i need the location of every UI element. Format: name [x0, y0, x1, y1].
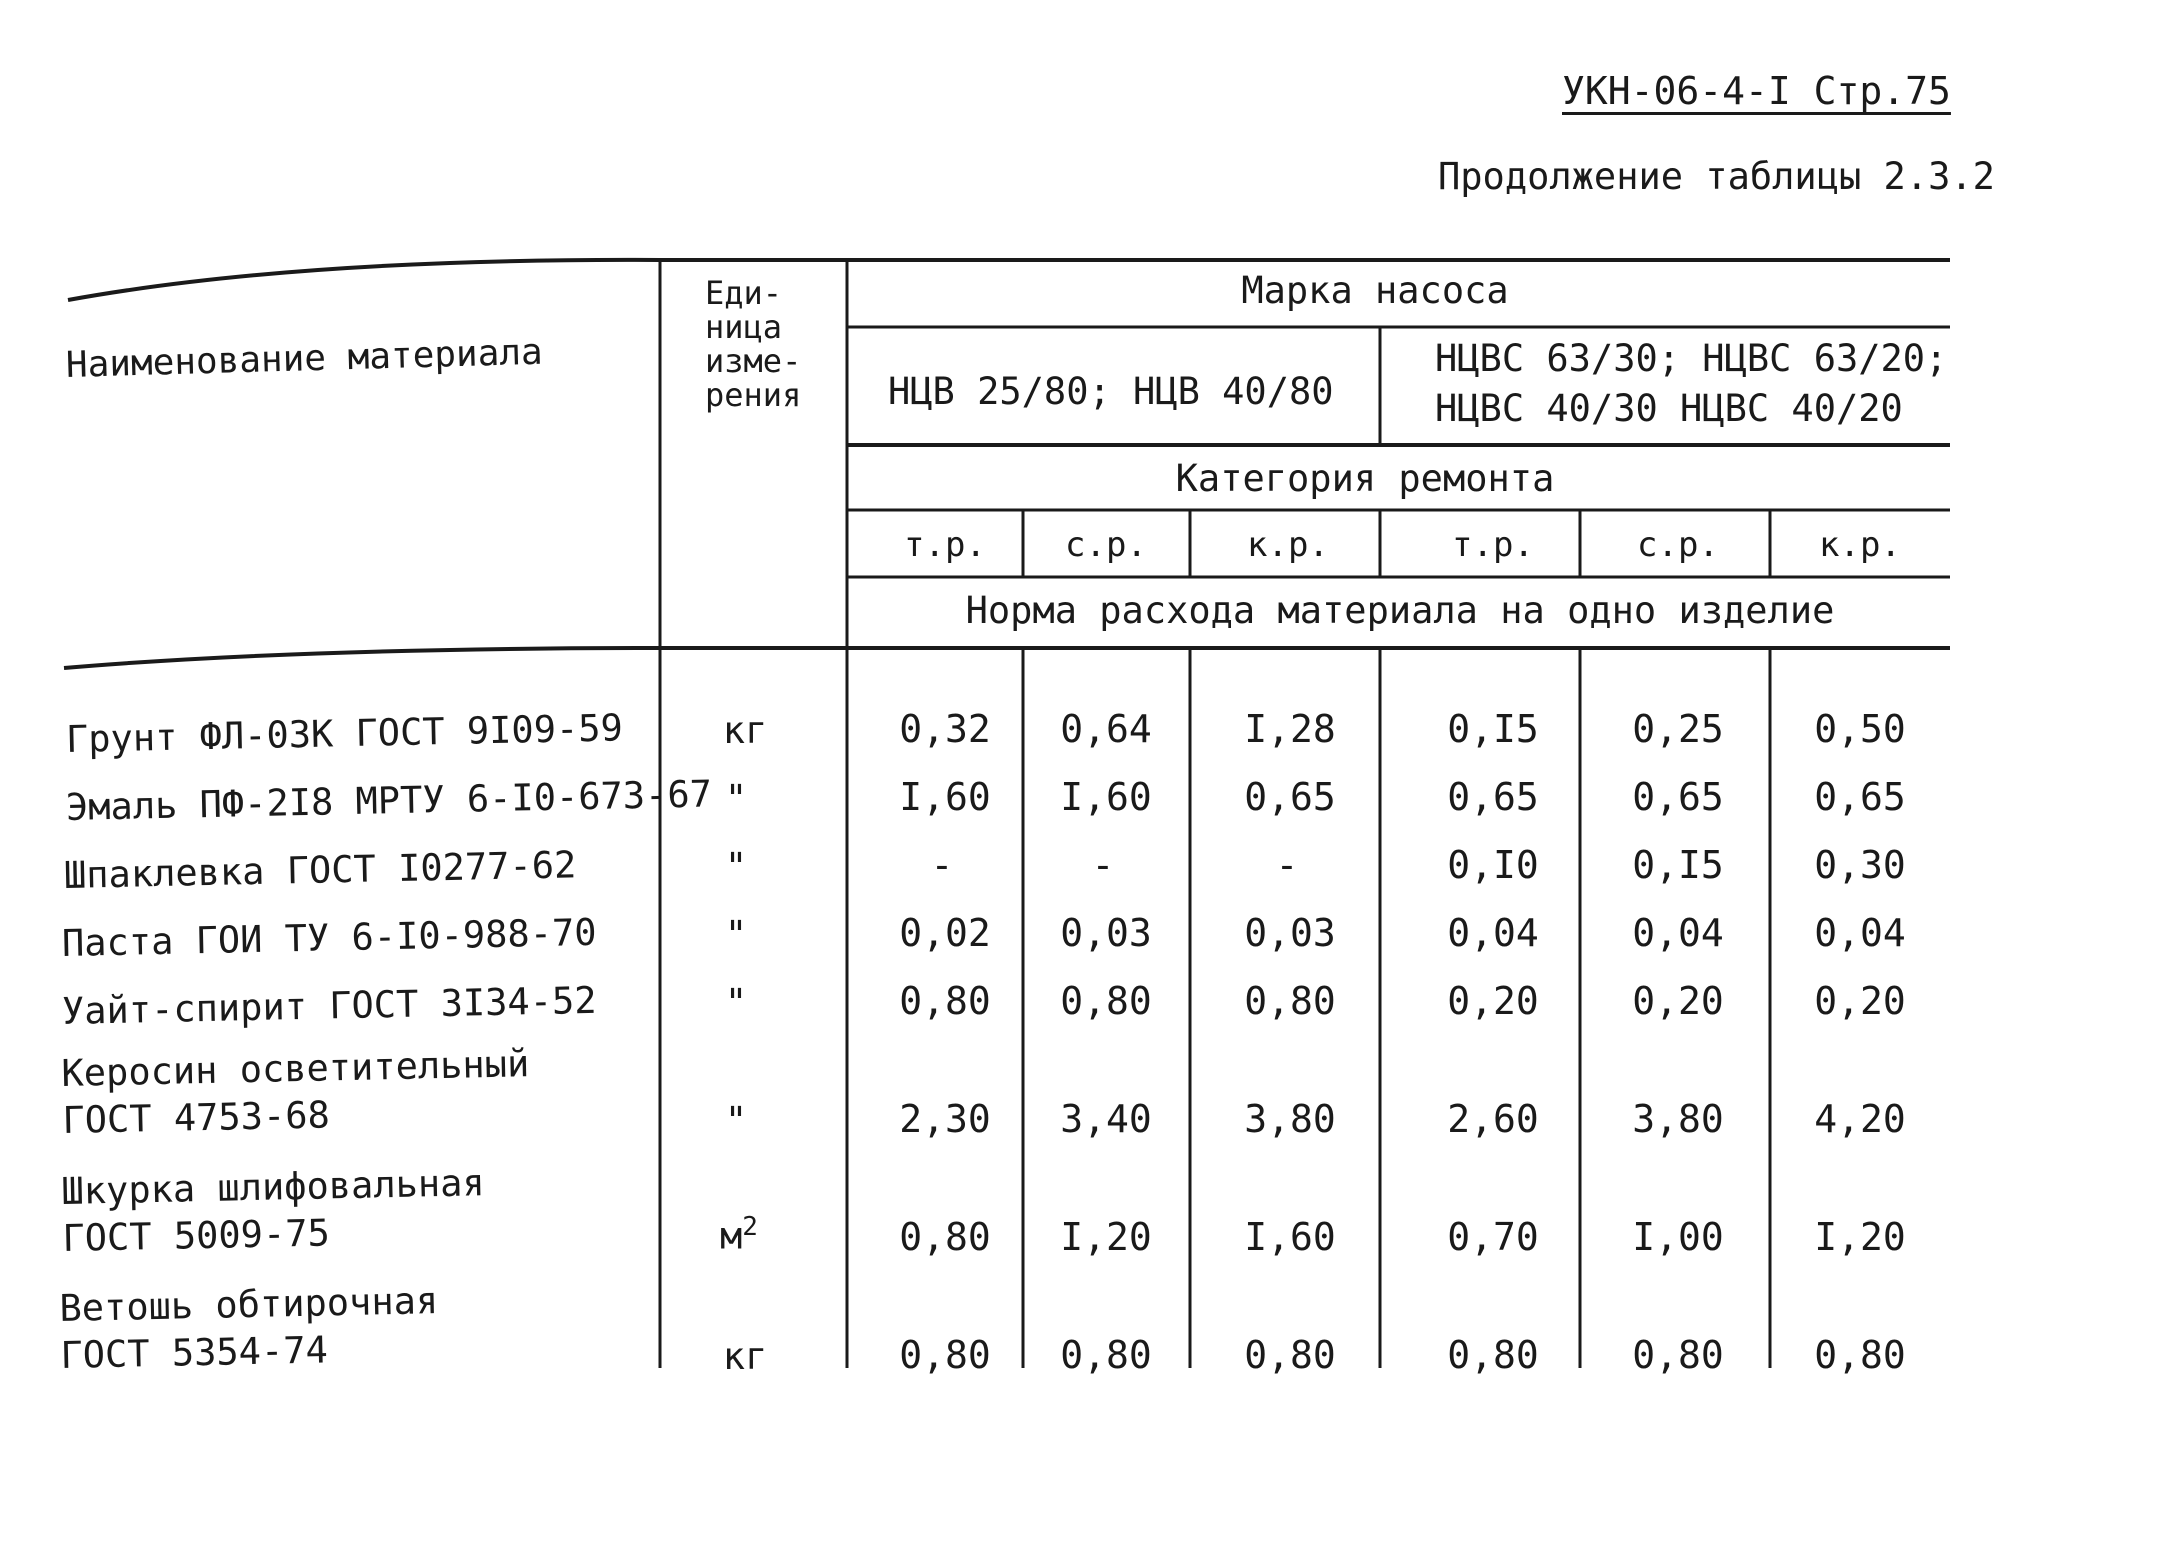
row-value: 0,65	[1632, 775, 1724, 819]
header-group-2-line2: НЦВС 40/30 НЦВС 40/20	[1435, 387, 1903, 430]
row-value: 3,40	[1060, 1097, 1152, 1141]
material-name: Уайт-спирит ГОСТ 3I34-52	[61, 978, 597, 1033]
row-value: 0,I5	[1632, 843, 1724, 887]
row-value: I,20	[1814, 1215, 1906, 1259]
material-name: Грунт ФЛ-03К ГОСТ 9I09-59	[65, 706, 624, 761]
row-value: -	[1275, 843, 1299, 887]
header-unit-line: ница	[705, 308, 783, 346]
row-value: 3,80	[1632, 1097, 1724, 1141]
row-value: I,60	[1244, 1215, 1336, 1259]
header-unit-line: рения	[705, 376, 802, 414]
row-value: -	[930, 843, 954, 887]
header-unit	[705, 276, 801, 412]
header-material-name: Наименование материала	[65, 331, 544, 386]
row-unit: "	[724, 1099, 748, 1142]
header-sub-kr: к.р.	[1819, 525, 1901, 565]
row-value: 2,30	[899, 1097, 991, 1141]
row-value: 0,02	[899, 911, 991, 955]
unit-superscript: 2	[742, 1212, 758, 1242]
header-unit-line: изме-	[705, 342, 802, 380]
row-value: 0,32	[899, 707, 991, 751]
row-value: 0,04	[1447, 911, 1539, 955]
header-norm: Норма расхода материала на одно изделие	[965, 589, 1835, 632]
row-unit: "	[724, 845, 748, 888]
row-value: 0,I5	[1447, 707, 1539, 751]
row-value: 0,80	[1244, 1333, 1336, 1377]
header-sub-tr: т.р.	[904, 525, 986, 565]
row-value: I,28	[1244, 707, 1336, 751]
row-unit: "	[724, 913, 748, 956]
row-unit: кг	[722, 1335, 768, 1378]
document-code: УКН-06-4-I Стр.75	[1562, 69, 1951, 113]
material-name: Паста ГОИ ТУ 6-I0-988-70	[61, 910, 597, 965]
material-name: Шпаклевка ГОСТ I0277-62	[63, 843, 577, 897]
material-name: Шкурка шлифовальная	[61, 1161, 486, 1214]
row-value: 0,20	[1814, 979, 1906, 1023]
row-value: 0,80	[1632, 1333, 1724, 1377]
unit-base: м	[720, 1214, 743, 1258]
row-value: 2,60	[1447, 1097, 1539, 1141]
material-name: Ветошь обтирочная	[59, 1279, 439, 1331]
row-value: 0,20	[1632, 979, 1724, 1023]
table-row-material	[61, 1159, 486, 1262]
row-value: 0,80	[1244, 979, 1336, 1023]
row-value: 0,70	[1447, 1215, 1539, 1259]
row-value: 0,65	[1814, 775, 1906, 819]
header-sub-kr: к.р.	[1247, 525, 1329, 565]
row-unit: "	[724, 777, 748, 820]
material-name: ГОСТ 4753-68	[62, 1093, 331, 1142]
row-value: I,60	[899, 775, 991, 819]
row-value: I,00	[1632, 1215, 1724, 1259]
header-sub-tr: т.р.	[1452, 525, 1534, 565]
row-value: 0,30	[1814, 843, 1906, 887]
row-value: 0,03	[1244, 911, 1336, 955]
material-name: ГОСТ 5354-74	[60, 1328, 329, 1377]
row-value: 3,80	[1244, 1097, 1336, 1141]
row-value: 0,I0	[1447, 843, 1539, 887]
row-value: 0,80	[899, 1333, 991, 1377]
row-value: 0,65	[1447, 775, 1539, 819]
header-unit-line: Еди-	[705, 274, 783, 312]
row-value: 0,20	[1447, 979, 1539, 1023]
row-value: 0,80	[899, 979, 991, 1023]
header-pump-brand: Марка насоса	[1241, 269, 1509, 312]
material-name: Керосин осветительный	[61, 1042, 530, 1096]
row-value: 0,64	[1060, 707, 1152, 751]
header-sub-sr: с.р.	[1637, 525, 1719, 565]
table-row-material	[59, 1277, 440, 1379]
material-name: Эмаль ПФ-2I8 МРТУ 6-I0-673-67	[65, 772, 713, 829]
row-value: 0,80	[1814, 1333, 1906, 1377]
row-value: 0,04	[1632, 911, 1724, 955]
table-continuation-label: Продолжение таблицы 2.3.2	[1438, 155, 1995, 198]
header-repair-category: Категория ремонта	[1175, 457, 1555, 500]
row-value: 0,50	[1814, 707, 1906, 751]
row-value: 4,20	[1814, 1097, 1906, 1141]
row-value: 0,03	[1060, 911, 1152, 955]
row-value: 0,25	[1632, 707, 1724, 751]
row-value: I,60	[1060, 775, 1152, 819]
row-value: I,20	[1060, 1215, 1152, 1259]
row-unit	[720, 1212, 758, 1258]
row-value: 0,65	[1244, 775, 1336, 819]
row-value: 0,80	[1060, 1333, 1152, 1377]
row-value: 0,04	[1814, 911, 1906, 955]
row-value: -	[1091, 843, 1115, 887]
table-row-material	[61, 1040, 531, 1144]
row-value: 0,80	[1060, 979, 1152, 1023]
row-value: 0,80	[1447, 1333, 1539, 1377]
header-group-2-line1: НЦВС 63/30; НЦВС 63/20;	[1435, 337, 1948, 380]
header-group-1: НЦВ 25/80; НЦВ 40/80	[888, 370, 1334, 413]
header-sub-sr: с.р.	[1065, 525, 1147, 565]
row-unit: кг	[722, 709, 768, 752]
row-unit: "	[724, 981, 748, 1024]
material-name: ГОСТ 5009-75	[62, 1211, 331, 1260]
row-value: 0,80	[899, 1215, 991, 1259]
